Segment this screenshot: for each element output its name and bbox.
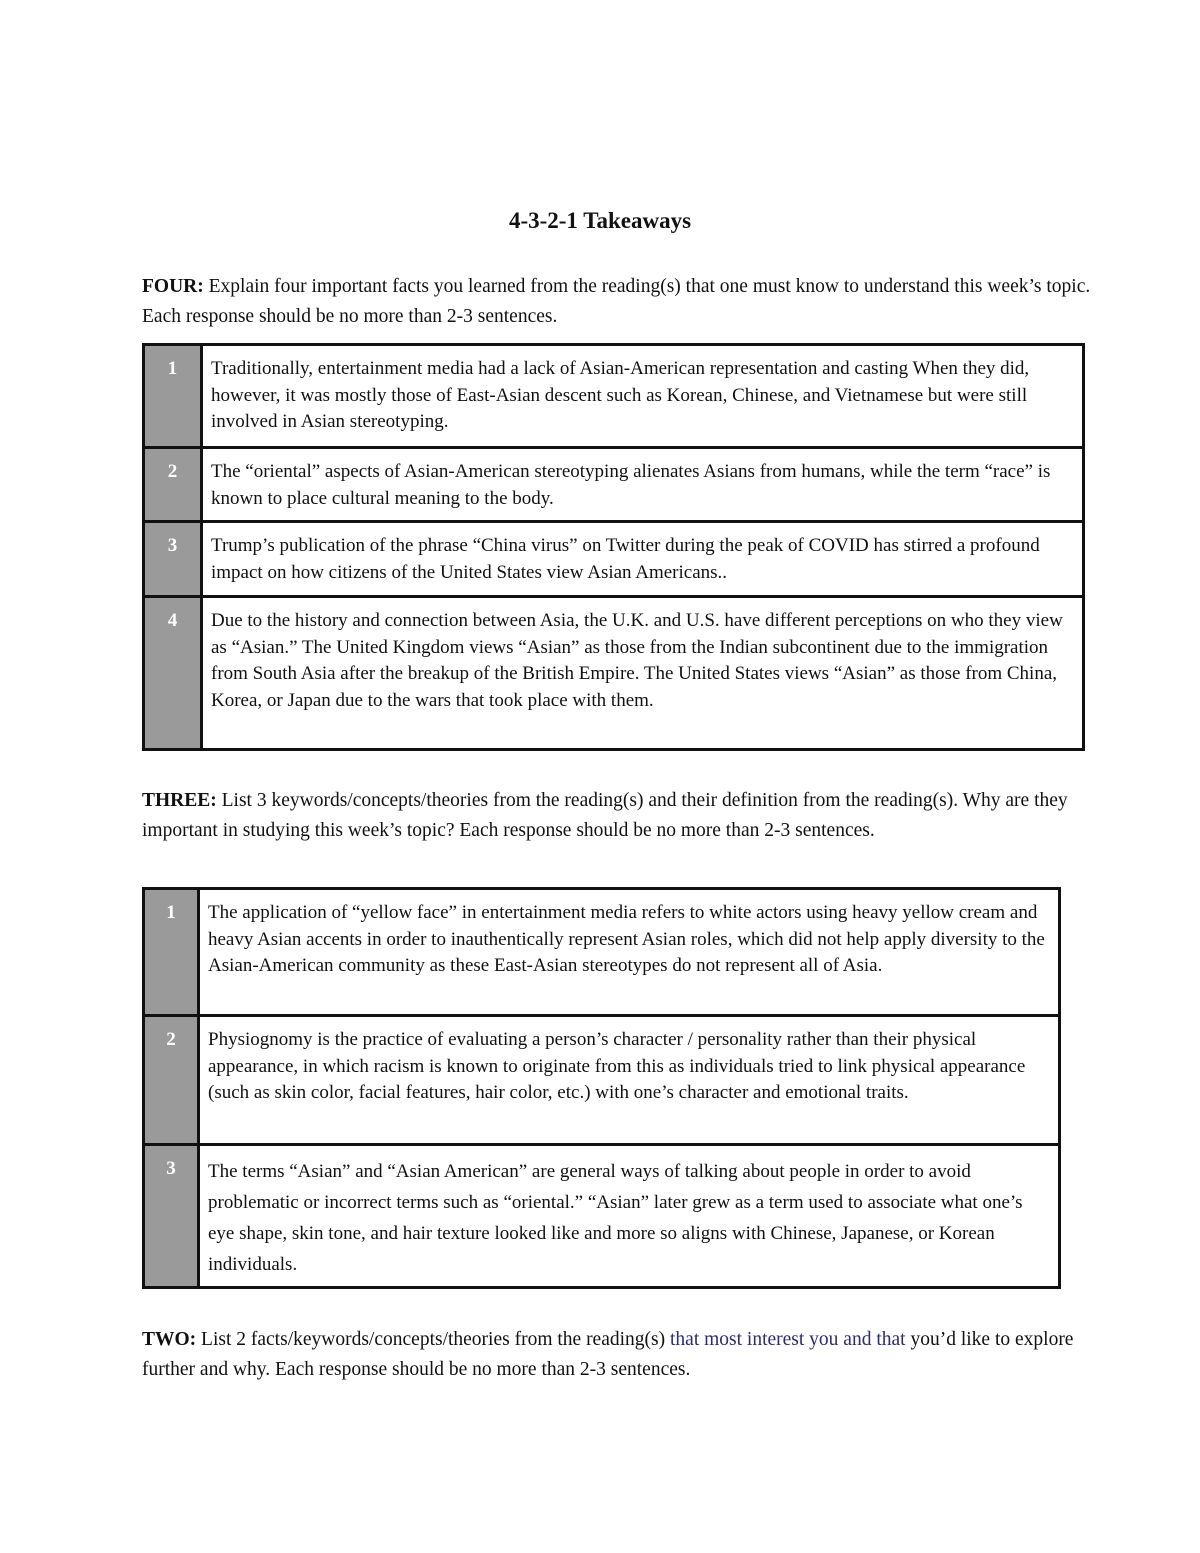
table-row xyxy=(144,1145,1060,1288)
four-response-table xyxy=(142,343,1085,751)
three-response-table xyxy=(142,887,1061,1289)
two-prompt xyxy=(142,1325,1092,1385)
response-text[interactable]: Trump’s publication of the phrase “China virus” on Twitter during the peak of COVID has stirred a profound impact on how citizens of the United States view Asian Americans.. xyxy=(202,522,1084,597)
table-row xyxy=(144,1016,1060,1145)
row-number: 2 xyxy=(144,448,202,522)
four-prompt-text: Explain four important facts you learned from the reading(s) that one must know to understand this week’s topic. Each response should be no more than 2-3 sentences. xyxy=(142,276,1091,327)
table-row xyxy=(144,522,1084,597)
response-text[interactable]: Due to the history and connection between Asia, the U.K. and U.S. have different perceptions on who they view as “Asian.” The United Kingdom views “Asian” as those from the Indian subcontinent due to the immigration from South Asia after the breakup of the British Empire. The United States views “Asian” as those from China, Korea, or Japan due to the wars that took place with them. xyxy=(202,597,1084,750)
two-label: TWO: xyxy=(142,1329,197,1350)
three-label: THREE: xyxy=(142,790,217,811)
table-row xyxy=(144,889,1060,1016)
response-text[interactable]: The terms “Asian” and “Asian American” are general ways of talking about people in order to avoid problematic or incorrect terms such as “oriental.” “Asian” later grew as a term used to associate what one’s eye shape, skin tone, and hair texture looked like and more so aligns with Chinese, Japanese, or Korean individuals. xyxy=(199,1145,1060,1288)
row-number: 1 xyxy=(144,345,202,448)
three-prompt-text: List 3 keywords/concepts/theories from the reading(s) and their definition from the reading(s). Why are they important in studying this week’s topic? Each response should be no more than 2-3 sentences. xyxy=(142,790,1068,841)
table-row xyxy=(144,597,1084,750)
response-text[interactable]: The application of “yellow face” in entertainment media refers to white actors using heavy yellow cream and heavy Asian accents in order to inauthentically represent Asian roles, which did not help apply diversity to the Asian-American community as these East-Asian stereotypes do not represent all of Asia. xyxy=(208,902,1045,976)
two-prompt-highlight: that most interest you and that xyxy=(670,1329,906,1350)
row-number: 1 xyxy=(144,889,199,1016)
two-prompt-start: List 2 facts/keywords/concepts/theories from the reading(s) xyxy=(196,1329,670,1350)
three-prompt xyxy=(142,786,1092,846)
row-number: 3 xyxy=(144,1145,199,1288)
table-row xyxy=(144,345,1084,448)
response-text[interactable]: Traditionally, entertainment media had a lack of Asian-American representation and casting When they did, however, it was mostly those of East-Asian descent such as Korean, Chinese, and Vietnamese but were still involved in Asian stereotyping. xyxy=(211,358,1030,432)
response-text[interactable]: The “oriental” aspects of Asian-American stereotyping alienates Asians from humans, while the term “race” is known to place cultural meaning to the body. xyxy=(202,448,1084,522)
row-number: 3 xyxy=(144,522,202,597)
four-prompt xyxy=(142,272,1092,332)
page-title: 4-3-2-1 Takeaways xyxy=(508,208,692,233)
row-number: 4 xyxy=(144,597,202,750)
response-text[interactable]: Physiognomy is the practice of evaluating a person’s character / personality rather than their physical appearance, in which racism is known to originate from this as individuals tried to link physical appearance (such as skin color, facial features, hair color, etc.) with one’s character and emotional traits. xyxy=(199,1016,1060,1145)
four-label: FOUR: xyxy=(142,276,204,297)
two-prompt-end: you’d like to explore further and why. Each response should be no more than 2-3 sentences. xyxy=(142,1329,1074,1380)
row-number: 2 xyxy=(144,1016,199,1145)
table-row xyxy=(144,448,1084,522)
